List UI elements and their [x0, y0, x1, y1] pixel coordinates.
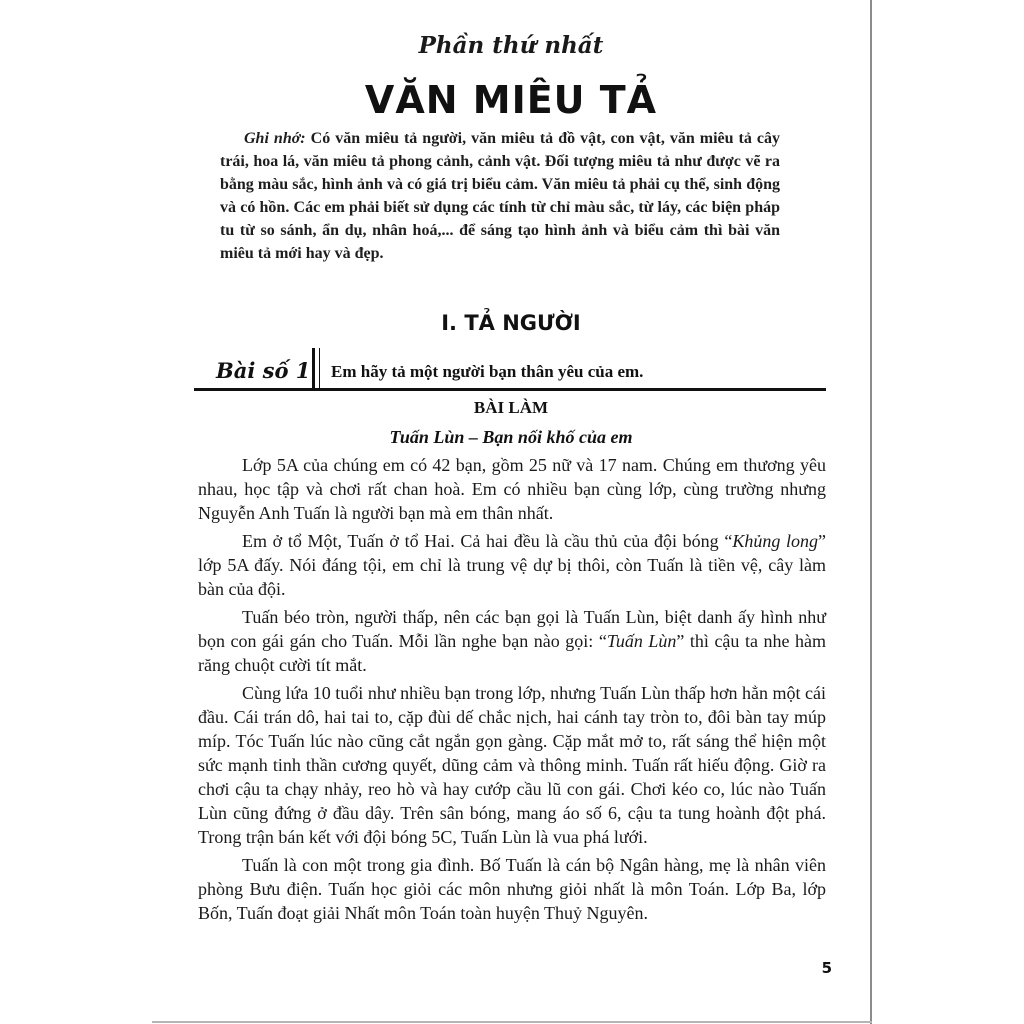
essay-title: Tuấn Lùn – Bạn nối khố của em	[389, 427, 633, 447]
chapter-title: VĂN MIÊU TẢ	[364, 78, 658, 122]
essay-paragraph: Tuấn là con một trong gia đình. Bố Tuấn là cán bộ Ngân hàng, mẹ là nhân viên phòng Bưu điện. Tuấn học giỏi các môn nhưng giỏi nhất là môn Toán. Lớp Ba, lớp Bốn, Tuấn đoạt giải Nhất môn Toán toàn huyện Thuỷ Nguyên.	[198, 855, 826, 923]
part-label: Phần thứ nhất	[418, 32, 604, 59]
essay-text: ” lớp 5A đấy. Nói đáng tội, em chỉ là trung vệ dự bị thôi, còn Tuấn là tiền vệ, cây làm bàn của đội.	[198, 531, 826, 599]
memo-note-label: Ghi nhớ:	[244, 130, 306, 147]
exercise-header	[194, 348, 826, 391]
essay-paragraph	[198, 605, 826, 677]
essay-italic-text: Khủng long	[732, 531, 818, 551]
page-margin-left	[0, 0, 152, 1024]
essay-text: Em ở tổ Một, Tuấn ở tổ Hai. Cả hai đều là cầu thủ của đội bóng “	[242, 531, 733, 551]
memo-note	[220, 127, 780, 265]
page-edge	[152, 1021, 872, 1023]
essay-body	[198, 453, 826, 929]
essay-paragraph	[198, 529, 826, 601]
essay-text: “	[598, 631, 607, 651]
section-heading: I. TẢ NGƯỜI	[441, 311, 581, 335]
exercise-divider-thin	[319, 348, 320, 388]
answer-heading: BÀI LÀM	[473, 398, 549, 417]
exercise-label: Bài số 1	[216, 358, 311, 383]
book-page	[152, 0, 872, 1024]
essay-text: Tuấn béo tròn, người thấp, nên các bạn gọi là Tuấn Lùn, biệt danh ấy hình như bọn con gái gán cho Tuấn. Mỗi lần nghe bạn nào gọi:	[198, 607, 826, 651]
essay-paragraph: Cùng lứa 10 tuổi như nhiều bạn trong lớp, nhưng Tuấn Lùn thấp hơn hẳn một cái đầu. Cái trán dô, hai tai to, cặp đùi dế chắc nịch, hai cánh tay tròn to, đôi bàn tay múp míp. Tóc Tuấn lúc nào cũng cắt ngắn gọn gàng. Cặp mắt mở to, rất sáng thể hiện một sức mạnh tinh thần cương quyết, dũng cảm và thông minh. Tuấn rất hiếu động. Giờ ra chơi cậu ta chạy nhảy, reo hò và hay cướp cầu lũ con gái. Chơi kéo co, lúc nào Tuấn Lùn cũng đứng ở đầu dây. Trên sân bóng, mang áo số 6, cậu ta tung hoành đột phá. Trong trận bán kết với đội bóng 5C, Tuấn Lùn là vua phá lưới.	[198, 683, 826, 847]
memo-note-text: Có văn miêu tả người, văn miêu tả đồ vật, con vật, văn miêu tả cây trái, hoa lá, văn miêu tả phong cảnh, cảnh vật. Đối tượng miêu tả như được vẽ ra bằng màu sắc, hình ảnh và có giá trị biểu cảm. Văn miêu tả phải cụ thể, sinh động và có hồn. Các em phải biết sử dụng các tính từ chỉ màu sắc, từ láy, các biện pháp tu từ so sánh, ẩn dụ, nhân hoá,... để sáng tạo hình ảnh và biểu cảm thì bài văn miêu tả mới hay và đẹp.	[220, 130, 781, 262]
essay-italic-text: Tuấn Lùn	[606, 631, 677, 651]
essay-paragraph: Lớp 5A của chúng em có 42 bạn, gồm 25 nữ và 17 nam. Chúng em thương yêu nhau, học tập và chơi rất chan hoà. Em có nhiều bạn cùng lớp, cùng trường nhưng Nguyễn Anh Tuấn là người bạn mà em thân nhất.	[198, 455, 826, 523]
page-number: 5	[821, 959, 832, 977]
exercise-prompt: Em hãy tả một người bạn thân yêu của em.	[331, 362, 644, 381]
exercise-divider	[312, 348, 315, 388]
essay-text: ” thì cậu ta nhe hàm răng chuột cười tít mắt.	[198, 631, 826, 675]
